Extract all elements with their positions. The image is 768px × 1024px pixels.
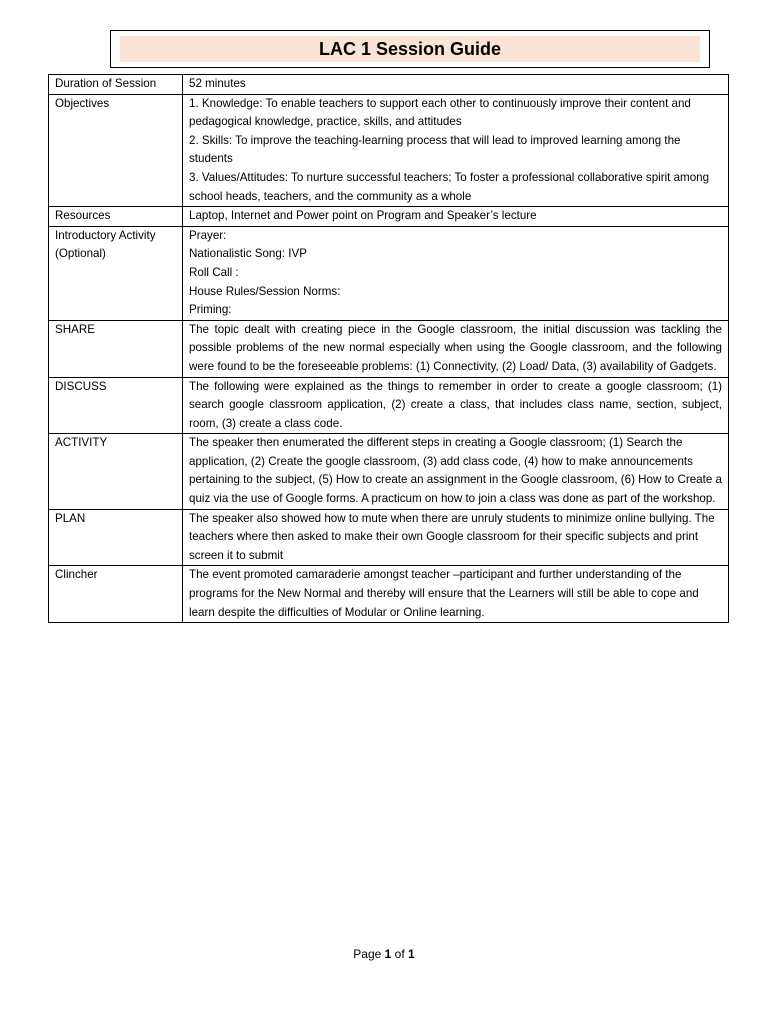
introductory-label — [49, 226, 183, 320]
resources-value: Laptop, Internet and Power point on Program and Speaker’s lecture — [183, 207, 729, 227]
plan-value: The speaker also showed how to mute when there are unruly students to minimize online bullying. The teachers where then asked to make their own Google classroom for their specific subjects and print screen it to submit — [183, 509, 729, 566]
introductory-value — [183, 226, 729, 320]
footer-prefix: Page — [353, 947, 385, 961]
table-row-introductory — [49, 226, 729, 320]
plan-label: PLAN — [49, 509, 183, 566]
objectives-value — [183, 94, 729, 207]
introductory-item: Priming: — [189, 303, 232, 317]
current-page-number: 1 — [384, 947, 392, 961]
duration-value: 52 minutes — [183, 75, 729, 95]
introductory-item: Nationalistic Song: IVP — [189, 247, 307, 261]
clincher-value: The event promoted camaraderie amongst teacher –participant and further understanding of the programs for the New Normal and thereby will ensure that the Learners will still be able to cope and learn despite the difficulties of Modular or Online learning. — [183, 566, 729, 623]
table-row-share — [49, 320, 729, 377]
document-title: LAC 1 Session Guide — [120, 36, 700, 62]
share-label: SHARE — [49, 320, 183, 377]
objective-item: 1. Knowledge: To enable teachers to support each other to continuously improve their content and pedagogical knowledge, practice, skills, and attitudes — [189, 96, 691, 129]
introductory-item: House Rules/Session Norms: — [189, 284, 341, 298]
objective-item: 3. Values/Attitudes: To nurture successful teachers; To foster a professional collaborative spirit among school heads, teachers, and the community as a whole — [189, 170, 710, 203]
table-row-plan — [49, 509, 729, 566]
introductory-label-line: (Optional) — [55, 247, 106, 261]
table-row-resources — [49, 207, 729, 227]
activity-label: ACTIVITY — [49, 434, 183, 509]
page-footer — [0, 947, 768, 961]
title-box — [110, 30, 710, 68]
introductory-item: Roll Call : — [189, 265, 239, 279]
activity-value: The speaker then enumerated the different steps in creating a Google classroom; (1) Search the application, (2) Create the google classroom, (3) add class code, (4) how to make announcements pertaining to the subject, (5) How to create an assignment in the Google classroom, (6) How to Create a quiz via the use of Google forms. A practicum on how to join a class was done as part of the workshop. — [183, 434, 729, 509]
table-row-activity — [49, 434, 729, 509]
session-guide-table — [48, 74, 729, 623]
share-value: The topic dealt with creating piece in the Google classroom, the initial discussion was tackling the possible problems of the new normal especially when using the Google classroom, and the following were found to be the foreseeable problems: (1) Connectivity, (2) Load/ Data, (3) availability of Gadgets. — [183, 320, 729, 377]
duration-label: Duration of Session — [49, 75, 183, 95]
clincher-label: Clincher — [49, 566, 183, 623]
introductory-item: Prayer: — [189, 228, 227, 242]
objectives-label: Objectives — [49, 94, 183, 207]
discuss-label: DISCUSS — [49, 377, 183, 434]
table-row-discuss — [49, 377, 729, 434]
discuss-value: The following were explained as the things to remember in order to create a google classroom; (1) search google classroom application, (2) create a class, that includes class name, section, subject, room, (3) create a class code. — [183, 377, 729, 434]
table-row-duration — [49, 75, 729, 95]
footer-middle: of — [391, 947, 409, 961]
table-row-objectives — [49, 94, 729, 207]
objective-item: 2. Skills: To improve the teaching-learning process that will lead to improved learning among the students — [189, 133, 681, 166]
table-row-clincher — [49, 566, 729, 623]
resources-label: Resources — [49, 207, 183, 227]
total-page-number: 1 — [408, 947, 415, 961]
introductory-label-line: Introductory Activity — [55, 228, 156, 242]
